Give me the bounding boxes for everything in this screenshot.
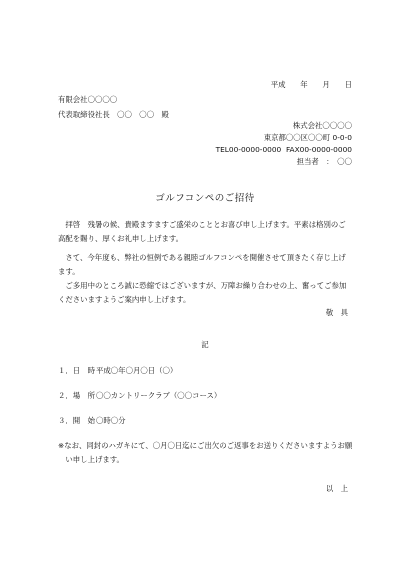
closing-ijo: 以 上 xyxy=(325,484,348,493)
sender-company: 株式会社〇〇〇〇 xyxy=(292,121,352,130)
body-line: ます。 xyxy=(58,267,80,276)
item-label: １．日 時 xyxy=(58,366,95,375)
item-value: 〇時〇分 xyxy=(96,416,126,425)
item-value: 平成〇年〇月〇日（〇） xyxy=(96,366,178,375)
recipient-company: 有限会社〇〇〇〇 xyxy=(58,95,118,104)
sender-person: 担当者 ： 〇〇 xyxy=(296,157,352,166)
list-item xyxy=(58,416,126,426)
closing-keigu: 敬 具 xyxy=(325,308,348,317)
sender-contact: TEL00-0000-0000 FAX00-0000-0000 xyxy=(215,145,352,154)
document-title: ゴルフコンペのご招待 xyxy=(155,193,255,204)
item-value: 〇〇カントリークラブ（〇〇コース） xyxy=(96,391,222,400)
list-item xyxy=(58,366,177,376)
date: 平成 年 月 日 xyxy=(270,80,352,89)
ki-heading: 記 xyxy=(201,340,209,349)
item-label: ２．場 所 xyxy=(58,391,95,400)
body-line: 拝啓 残暑の候、貴殿ますますご盛栄のこととお喜び申し上げます。平素は格別のご xyxy=(58,220,346,229)
recipient-person: 代表取締役社長 〇〇 〇〇 殿 xyxy=(58,110,169,119)
list-item xyxy=(58,391,221,401)
body-line: さて、今年度も、弊社の恒例である親睦ゴルフコンペを開催させて頂きたく存じ上げ xyxy=(58,253,346,262)
sender-address: 東京都〇〇区〇〇町 0-0-0 xyxy=(263,133,352,142)
body-line: 高配を賜り、厚くお礼申し上げます。 xyxy=(58,234,184,243)
note-line: ※なお、同封のハガキにて、〇月〇日迄にご出欠のご返事をお送りくださいますようお願 xyxy=(58,441,353,450)
body-line: くださいますようご案内申し上げます。 xyxy=(58,295,191,304)
note-line: い申し上げます。 xyxy=(58,455,124,464)
item-label: ３．開 始 xyxy=(58,416,95,425)
body-line: ご多用中のところ誠に恐縮ではございますが、万障お繰り合わせの上、奮ってご参加 xyxy=(58,281,347,290)
